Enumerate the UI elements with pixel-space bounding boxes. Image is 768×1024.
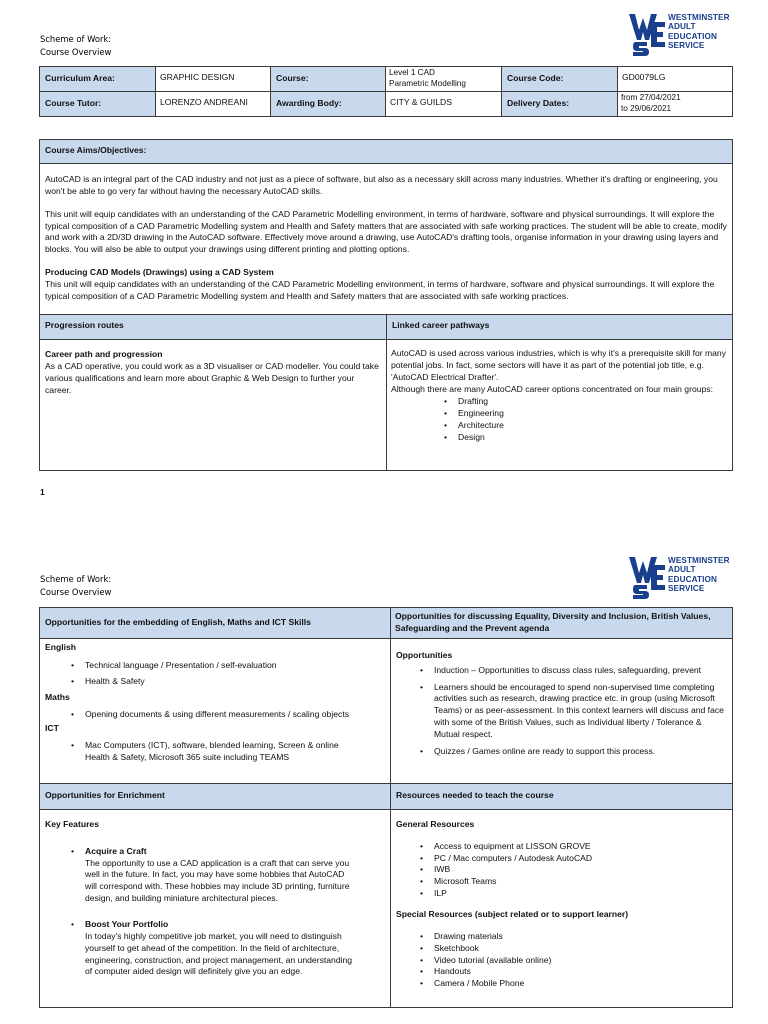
- list-item: • Drafting: [458, 396, 727, 408]
- waes-logo-icon: [627, 12, 667, 56]
- list-item: • Technical language / Presentation / self-evaluation: [85, 660, 385, 672]
- feature-2-title: • Boost Your Portfolio: [85, 919, 169, 930]
- logo-text: WESTMINSTER ADULT EDUCATION SERVICE: [668, 13, 730, 51]
- skills-body: [40, 638, 391, 783]
- awarding-body-label: Awarding Body:: [271, 92, 386, 117]
- course-tutor-label: Course Tutor:: [40, 92, 156, 117]
- list-item: • Induction – Opportunities to discuss class rules, safeguarding, prevent: [434, 665, 727, 677]
- waes-logo: [627, 555, 732, 599]
- logo-text: WESTMINSTER ADULT EDUCATION SERVICE: [668, 556, 730, 594]
- skills-heading: Opportunities for the embedding of English, Maths and ICT Skills: [40, 608, 391, 639]
- list-item: • Microsoft Teams: [434, 876, 727, 888]
- list-item: • Architecture: [458, 420, 727, 432]
- aims-paragraph-1: AutoCAD is an integral part of the CAD industry and not just as a piece of software, but also as a necessary skill across many industries. Whether it's drafting or engineering, you won't be able to go very far without having the necessary AutoCAD skills.: [45, 174, 718, 196]
- career-path-subheading: Career path and progression: [45, 349, 163, 359]
- opportunities-table: [39, 607, 733, 1008]
- page-header-title: Scheme of Work: Course Overview: [40, 574, 112, 597]
- delivery-dates-value: from 27/04/2021 to 29/06/2021: [618, 92, 733, 117]
- list-item: • Handouts: [434, 966, 727, 978]
- resources-heading: Resources needed to teach the course: [391, 783, 733, 809]
- ict-list: [85, 740, 355, 764]
- feature-2-text: In today's highly competitive job market, you will need to distinguish yourself to get ahead of the competition. In the field of architecture, engineering, construction, and project management, an understanding of computer aided design will definitely give you an edge.: [85, 930, 353, 977]
- linked-career-pathways-heading: Linked career pathways: [387, 315, 733, 340]
- list-item: • PC / Mac computers / Autodesk AutoCAD: [434, 853, 727, 865]
- waes-logo: [627, 12, 732, 56]
- curriculum-area-value: GRAPHIC DESIGN: [156, 67, 271, 92]
- career-pathways-text-1: AutoCAD is used across various industries, which is why it's a prerequisite skill for many potential jobs. In fact, some sectors will have it as part of the potential job title, e.g. 'AutoCAD Electrical Drafter'.: [391, 348, 727, 382]
- list-item: • Drawing materials: [434, 931, 727, 943]
- list-item: • Design: [458, 432, 727, 444]
- list-item: • Access to equipment at LISSON GROVE: [434, 841, 727, 853]
- career-path-text: As a CAD operative, you could work as a 3D visualiser or CAD modeller. You could take various qualifications and learn more about Graphic & Web Design to further your career.: [45, 360, 379, 395]
- aims-paragraph-2: This unit will equip candidates with an understanding of the CAD Parametric Modelling environment, in terms of hardware, software and physical surroundings. It will explore the typical composition of a CAD Parametric Modelling system and Health and Safety matters that are associated with safe working practices. The student will be able to create, modify and work with a 2D/3D drawing in the AutoCAD software. Effectively move around a drawing, use AutoCAD's drafting tools, organise information in your drawing using layers and blocks. You will also be able to output your drawings using different printing and plotting options.: [45, 208, 727, 255]
- delivery-dates-label: Delivery Dates:: [502, 92, 618, 117]
- career-groups-list: [458, 396, 727, 443]
- course-code-label: Course Code:: [502, 67, 618, 92]
- list-item: • Opening documents & using different measurements / scaling objects: [85, 709, 385, 721]
- course-aims-body: [40, 164, 733, 315]
- english-label: English: [45, 641, 77, 652]
- aims-subheading: Producing CAD Models (Drawings) using a CAD System: [45, 267, 274, 278]
- enrichment-heading: Opportunities for Enrichment: [40, 783, 391, 809]
- list-item: • Camera / Mobile Phone: [434, 978, 727, 990]
- progression-routes-heading: Progression routes: [40, 315, 387, 340]
- curriculum-area-label: Curriculum Area:: [40, 67, 156, 92]
- awarding-body-value: CITY & GUILDS: [386, 92, 502, 117]
- list-item: [85, 846, 353, 905]
- list-item: • Mac Computers (ICT), software, blended learning, Screen & online Health & Safety, Microsoft 365 suite including TEAMS: [85, 740, 355, 764]
- opportunities-label: Opportunities: [396, 649, 453, 660]
- opportunities-list: [434, 665, 727, 758]
- ict-label: ICT: [45, 723, 59, 734]
- list-item: • Sketchbook: [434, 943, 727, 955]
- course-aims-heading: Course Aims/Objectives:: [40, 140, 733, 164]
- feature-1-text: The opportunity to use a CAD application is a craft that can serve you well in the future. In fact, you may have some hobbies that AutoCAD will correspond with. These hobbies may include 3D printing, furniture design, and building miniature architectural pieces.: [85, 857, 350, 904]
- list-item: • Quizzes / Games online are ready to support this process.: [434, 746, 727, 758]
- maths-label: Maths: [45, 692, 70, 703]
- linked-career-pathways-body: [387, 340, 733, 471]
- maths-list: [85, 709, 385, 721]
- list-item: • Health & Safety: [85, 676, 385, 688]
- course-code-value: GD0079LG: [618, 67, 733, 92]
- course-aims-table: [39, 139, 733, 471]
- career-pathways-text-2: Although there are many AutoCAD career options concentrated on four main groups:: [391, 383, 713, 394]
- equality-body: [391, 638, 733, 783]
- enrichment-body: [40, 809, 391, 1007]
- page-number: 1: [40, 487, 45, 497]
- course-label: Course:: [271, 67, 386, 92]
- course-tutor-value: LORENZO ANDREANI: [156, 92, 271, 117]
- key-features-label: Key Features: [45, 818, 99, 829]
- aims-paragraph-3: This unit will equip candidates with an understanding of the CAD Parametric Modelling environment, in terms of hardware, software and physical surroundings. It will explore the typical composition of a CAD Parametric Modelling system and Health and Safety matters that are associated with safe working practices.: [45, 279, 715, 301]
- list-item: • ILP: [434, 888, 727, 900]
- list-item: • Engineering: [458, 408, 727, 420]
- equality-heading: Opportunities for discussing Equality, Diversity and Inclusion, British Values, Safeguarding and the Prevent agenda: [391, 608, 733, 639]
- feature-1-title: • Acquire a Craft: [85, 845, 147, 856]
- special-resources-list: [434, 931, 727, 990]
- key-features-list: [85, 846, 353, 979]
- course-details-table: [39, 66, 733, 117]
- list-item: • IWB: [434, 864, 727, 876]
- waes-logo-icon: [627, 555, 667, 599]
- list-item: [85, 919, 353, 978]
- page-header-title: Scheme of Work: Course Overview: [40, 34, 112, 57]
- course-value: Level 1 CAD Parametric Modelling: [386, 67, 502, 92]
- resources-body: [391, 809, 733, 1007]
- general-resources-label: General Resources: [396, 818, 475, 829]
- progression-routes-body: [40, 340, 387, 471]
- general-resources-list: [434, 841, 727, 900]
- special-resources-label: Special Resources (subject related or to support learner): [396, 909, 629, 920]
- list-item: • Video tutorial (available online): [434, 955, 727, 967]
- list-item: • Learners should be encouraged to spend non-supervised time completing activities such as research, drawing practice etc. in group (using Microsoft Teams) or as peer-assessment. In this context learners will discuss and face with some of the British Values, such as Individual liberty / Tolerance & Mutual respect.: [434, 682, 727, 741]
- english-list: [85, 660, 385, 688]
